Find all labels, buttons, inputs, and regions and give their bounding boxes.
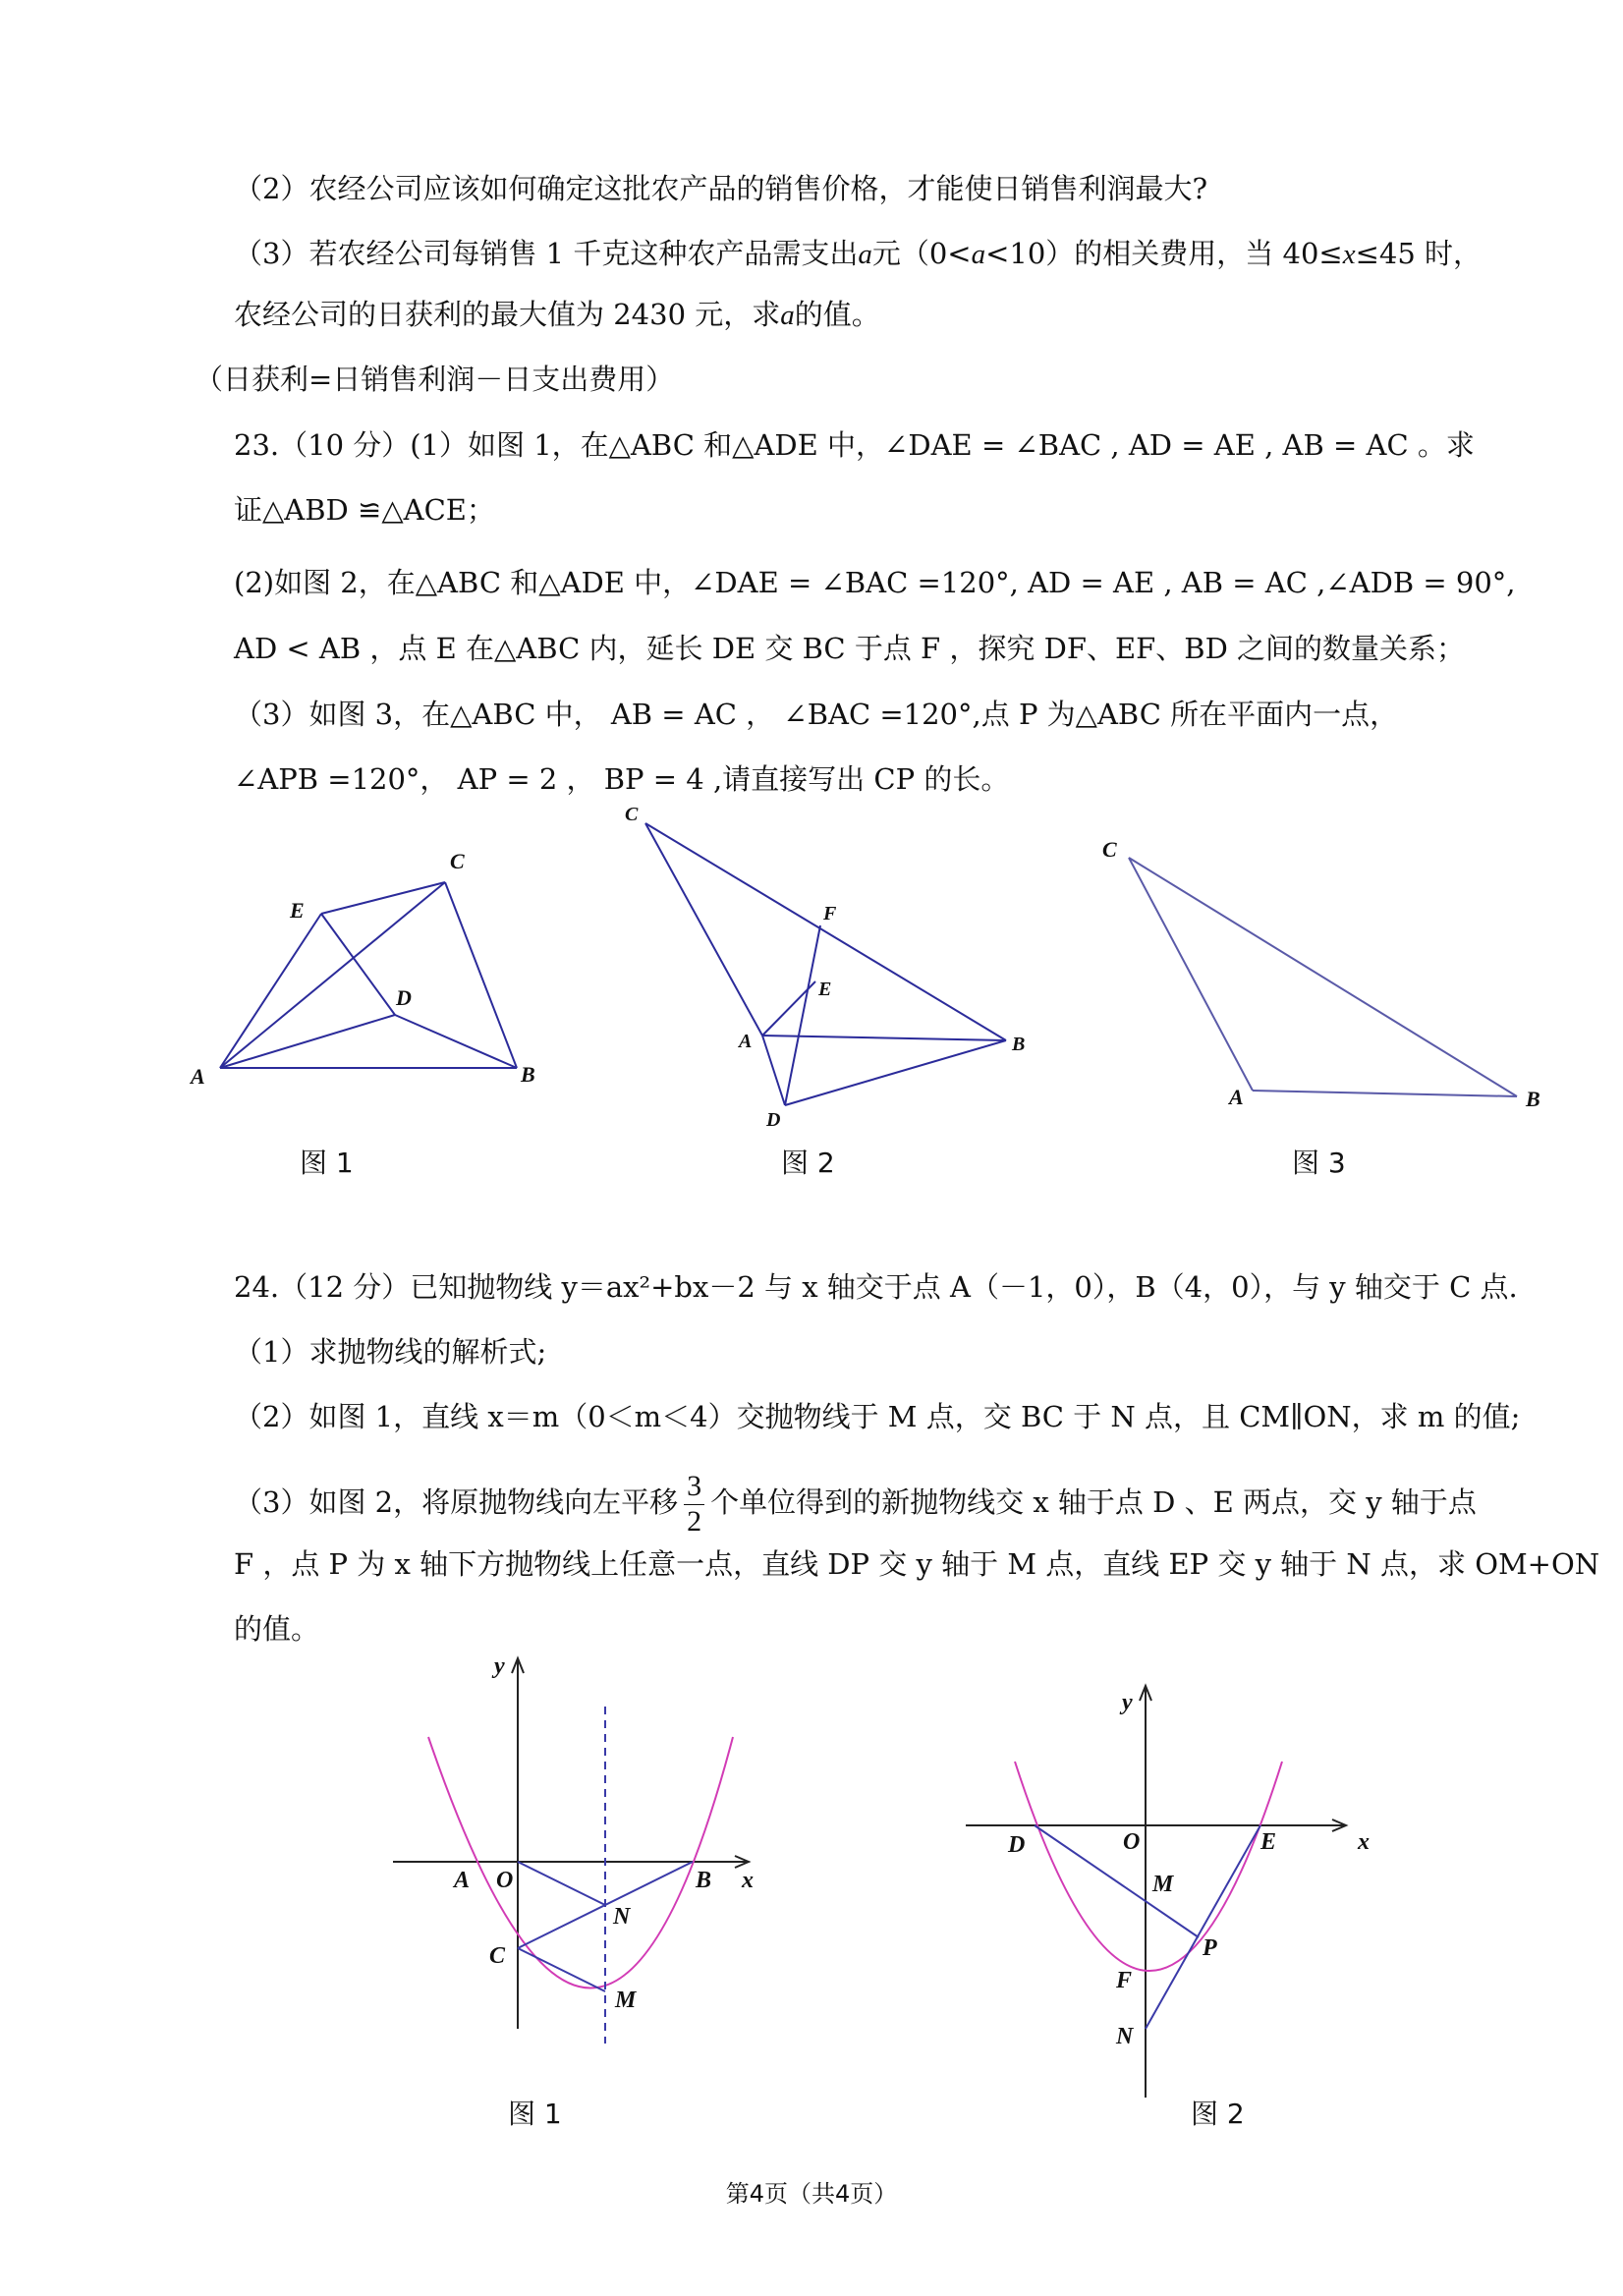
parabola-5 <box>1015 1762 1282 1971</box>
label-B-4: B <box>696 1868 712 1893</box>
caption-q24-fig2: 图 2 <box>1191 2098 1245 2130</box>
fraction-numerator: 3 <box>684 1470 704 1505</box>
q22-note: （日获利=日销售利润－日支出费用） <box>195 363 675 396</box>
label-A-3: A <box>1229 1085 1244 1109</box>
label-x-5: x <box>1358 1829 1370 1855</box>
label-M-4: M <box>615 1988 637 2013</box>
label-O-4: O <box>496 1868 514 1893</box>
var-a: a <box>971 239 986 270</box>
q22-part3-text-d: ≤45 时， <box>1355 237 1483 270</box>
q24-part3-line2: F ，点 P 为 x 轴下方抛物线上任意一点，直线 DP 交 y 轴于 M 点，直线 EP 交 y 轴于 N 点，求 OM+ON <box>234 1547 1600 1581</box>
label-N-4: N <box>613 1904 631 1930</box>
var-x: x <box>1342 239 1356 270</box>
q23-part2-line2: AD < AB ，点 E 在△ABC 内，延长 DE 交 BC 于点 F ，探究 DF、EF、BD 之间的数量关系； <box>234 632 1466 665</box>
seg-DP-5 <box>1035 1825 1199 1937</box>
fraction-denominator: 2 <box>687 1504 702 1538</box>
q23-intro: 23.（10 分）(1）如图 1，在△ABC 和△ADE 中，∠DAE = ∠BAC , AD = AE , AB = AC 。求 <box>234 428 1475 462</box>
label-A-2: A <box>739 1031 753 1052</box>
q22-part3-text-a: （3）若农经公司每销售 1 千克这种农产品需支出 <box>234 237 859 270</box>
label-x-4: x <box>742 1868 754 1893</box>
label-D-5: D <box>1008 1832 1026 1858</box>
q24-part3-text-a: （3）如图 2，将原抛物线向左平移 <box>234 1485 679 1519</box>
q24-part1: （1）求抛物线的解析式; <box>234 1335 547 1369</box>
label-F-5: F <box>1116 1968 1133 1993</box>
caption-q24-fig1: 图 1 <box>508 2098 562 2130</box>
label-B-3: B <box>1526 1087 1540 1111</box>
label-C-2: C <box>625 804 639 825</box>
label-A-1: A <box>191 1064 205 1089</box>
q24-intro: 24.（12 分）已知抛物线 y＝ax²+bx－2 与 x 轴交于点 A（－1，0），B（4，0），与 y 轴交于 C 点. <box>234 1270 1518 1304</box>
q23-part3-line1: （3）如图 3，在△ABC 中， AB = AC ， ∠BAC =120°,点 P 为△ABC 所在平面内一点， <box>234 698 1399 731</box>
label-E-2: E <box>818 979 832 1000</box>
q23-part2-line1: (2)如图 2，在△ABC 和△ADE 中，∠DAE = ∠BAC =120°, AD = AE , AB = AC ,∠ADB = 90°, <box>234 566 1516 599</box>
label-P-5: P <box>1203 1935 1217 1961</box>
label-B-2: B <box>1012 1034 1026 1055</box>
caption-fig3: 图 3 <box>1292 1147 1346 1179</box>
q22-part3-text-c: <10）的相关费用，当 40≤ <box>985 237 1343 270</box>
label-F-2: F <box>823 903 837 924</box>
label-B-1: B <box>521 1062 535 1087</box>
label-N-5: N <box>1116 2024 1134 2049</box>
page-footer: 第4页（共4页） <box>725 2180 898 2208</box>
label-y-4: y <box>494 1653 505 1679</box>
label-O-5: O <box>1123 1829 1141 1855</box>
q22-part2: （2）农经公司应该如何确定这批农产品的销售价格，才能使日销售利润最大? <box>234 172 1208 205</box>
label-E-5: E <box>1260 1829 1277 1855</box>
label-C-1: C <box>450 849 465 873</box>
var-a: a <box>858 239 872 270</box>
label-y-5: y <box>1122 1690 1133 1715</box>
caption-fig1: 图 1 <box>300 1147 354 1179</box>
q23-part3-line2: ∠APB =120°， AP = 2 ， BP = 4 ,请直接写出 CP 的长。 <box>234 762 1010 796</box>
q24-part3-line3: 的值。 <box>234 1612 320 1646</box>
q23-prove: 证△ABD ≌△ACE； <box>234 493 495 527</box>
label-C-4: C <box>489 1943 506 1969</box>
seg-EN-5 <box>1146 1825 1260 2029</box>
q24-part3-text-b: 个单位得到的新抛物线交 x 轴于点 D 、E 两点，交 y 轴于点 <box>710 1485 1477 1519</box>
label-D-2: D <box>766 1109 781 1131</box>
var-a: a <box>780 300 795 331</box>
label-D-1: D <box>396 985 412 1010</box>
caption-fig2: 图 2 <box>781 1147 835 1179</box>
q24-part2: （2）如图 1，直线 x＝m（0＜m＜4）交抛物线于 M 点，交 BC 于 N 点，且 CM∥ON，求 m 的值; <box>234 1400 1521 1433</box>
label-M-5: M <box>1152 1872 1174 1897</box>
label-A-4: A <box>454 1868 471 1893</box>
q22-part3-text-e: 农经公司的日获利的最大值为 2430 元，求 <box>234 298 781 331</box>
q22-part3-text-b: 元（0< <box>871 237 972 270</box>
label-C-3: C <box>1102 837 1117 862</box>
label-E-1: E <box>290 898 305 923</box>
q22-part3-text-f: 的值。 <box>794 298 880 331</box>
